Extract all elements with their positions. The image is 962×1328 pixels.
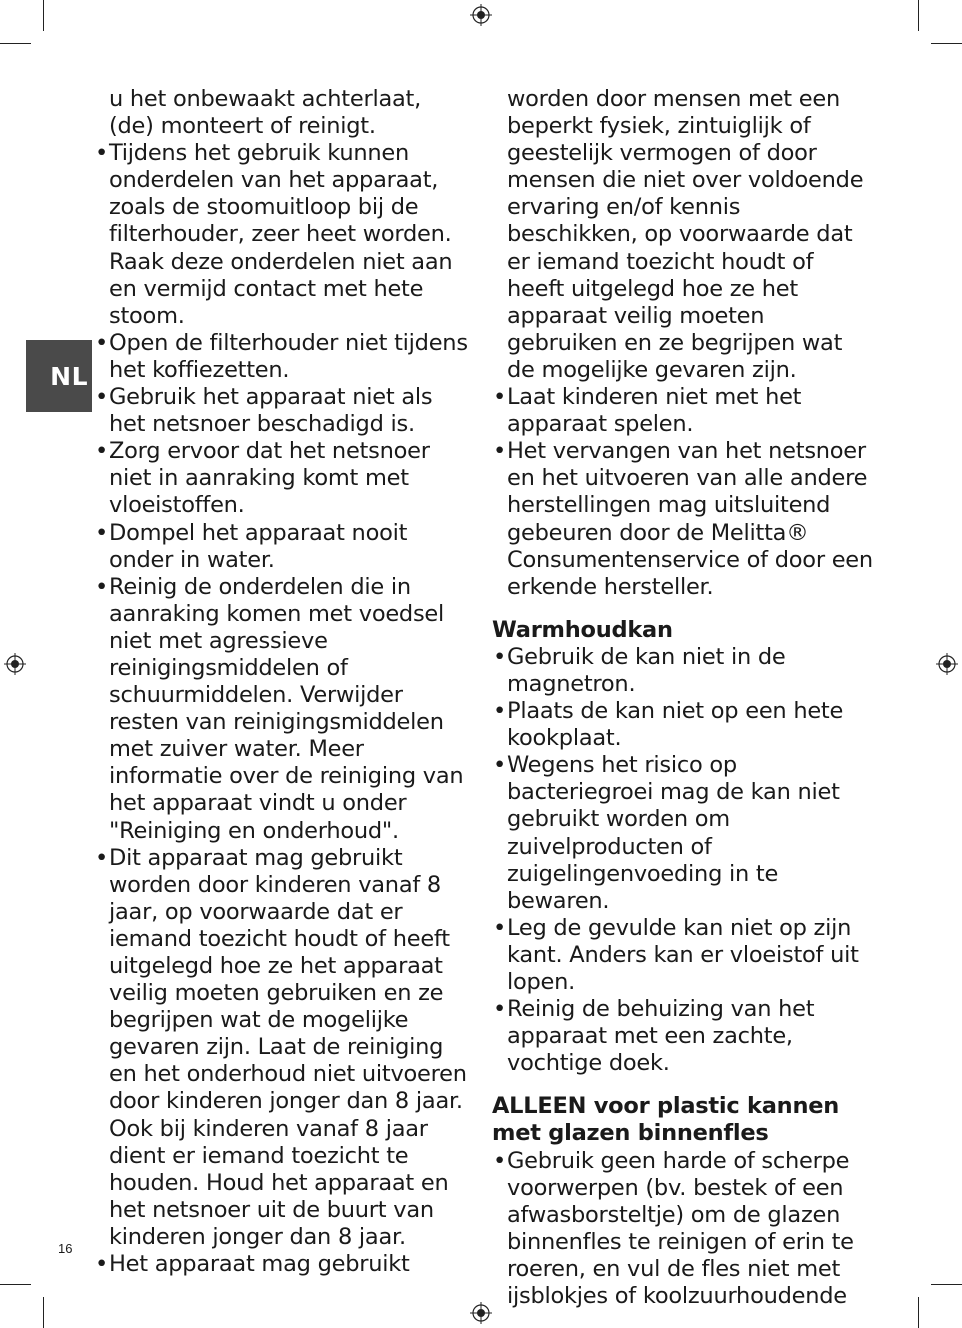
crop-mark [931,43,962,44]
bullet-icon: • [493,752,507,779]
left-column [94,86,472,1278]
safety-list [94,140,472,1278]
section-heading-plastic: ALLEEN voor plastic kannen met glazen binnenfles [492,1093,839,1147]
registration-mark-icon [4,653,26,675]
list-item [94,574,472,845]
list-item [94,140,472,330]
crop-mark [918,0,919,31]
list-item [94,845,472,1251]
registration-mark-icon [936,653,958,675]
bullet-icon: • [95,329,109,356]
plastic-list [492,1148,874,1311]
list-item [492,698,874,752]
crop-mark [0,43,31,44]
list-item-text: Gebruik geen harde of scherpe voorwerpen (bv. bestek of een afwasborsteltje) om de glazen binnenfles te reinigen of erin te roeren, en vul de fles niet met ijsblokjes of koolzuurhoudende [507,1147,854,1310]
crop-mark [931,1284,962,1285]
bullet-icon: • [493,1147,507,1174]
continuation-text: u het onbewaakt achterlaat, (de) monteert of reinigt. [109,86,422,140]
list-item [94,520,472,574]
list-item-text: Laat kinderen niet met het apparaat spelen. [507,384,802,438]
list-item [94,438,472,519]
list-item [94,330,472,384]
bullet-icon: • [493,996,507,1023]
registration-mark-icon [470,4,492,26]
bullet-icon: • [95,1251,109,1278]
crop-mark [43,0,44,31]
list-item-text: Gebruik het apparaat niet als het netsnoer beschadigd is. [109,384,433,438]
crop-mark [43,1297,44,1328]
list-item-text: Open de filterhouder niet tijdens het koffiezetten. [109,329,468,383]
bullet-icon: • [95,438,109,465]
list-item-text: Dompel het apparaat nooit onder in water. [109,519,408,573]
list-item-text: Zorg ervoor dat het netsnoer niet in aanraking komt met vloeistoffen. [109,438,430,519]
bullet-icon: • [95,844,109,871]
list-item-text: Het apparaat mag gebruikt [109,1251,410,1278]
bullet-icon: • [95,519,109,546]
list-item-text: Tijdens het gebruik kunnen onderdelen van het apparaat, zoals de stoomuitloop bij de filterhouder, zeer heet worden. Raak deze onderdelen niet aan en vermijd contact met hete stoom. [109,140,453,329]
safety-list [492,384,874,601]
warmhoudkan-list [492,644,874,1078]
list-item [492,1148,874,1311]
crop-mark [0,1284,31,1285]
list-item-text: Het vervangen van het netsnoer en het uitvoeren van alle andere herstellingen mag uitsluitend gebeuren door de Melitta® Consumentenservice of door een erkende hersteller. [507,438,873,600]
page-number: 16 [58,1241,73,1256]
list-item [492,438,874,601]
list-item [492,752,874,915]
list-item-text: Wegens het risico op bacteriegroei mag de kan niet gebruikt worden om zuivelproducten of zuigelingenvoeding in te bewaren. [507,752,840,914]
bullet-icon: • [493,643,507,670]
bullet-icon: • [493,384,507,411]
crop-mark [918,1297,919,1328]
bullet-icon: • [95,573,109,600]
list-item-text: Dit apparaat mag gebruikt worden door kinderen vanaf 8 jaar, op voorwaarde dat er iemand toezicht houdt of heeft uitgelegd hoe ze het apparaat veilig moeten gebruiken en ze begrijpen wat de mogelijke gevaren zijn. Laat de reiniging en het onderhoud niet uitvoeren door kinderen jonger dan 8 jaar. Ook bij kinderen vanaf 8 jaar dient er iemand toezicht te houden. Houd het apparaat en het netsnoer uit de buurt van kinderen jonger dan 8 jaar. [109,844,467,1250]
language-tab: NL [26,340,92,412]
list-item [492,384,874,438]
registration-mark-icon [470,1302,492,1324]
bullet-icon: • [95,384,109,411]
list-item [94,1251,472,1278]
right-column [492,86,874,1310]
list-item [94,384,472,438]
list-item-text: Reinig de onderdelen die in aanraking komen met voedsel niet met agressieve reinigingsmiddelen of schuurmiddelen. Verwijder resten van reinigingsmiddelen met zuiver water. Meer informatie over de reiniging van het apparaat vindt u onder "Reiniging en onderhoud". [109,573,464,844]
continuation-text: worden door mensen met een beperkt fysiek, zintuiglijk of geestelijk vermogen of door mensen die niet over voldoende ervaring en/of kennis beschikken, op voorwaarde dat er iemand toezicht houdt of heeft uitgelegd hoe ze het apparaat veilig moeten gebruiken en ze begrijpen wat de mogelijke gevaren zijn. [507,86,864,383]
list-item [492,996,874,1077]
bullet-icon: • [493,438,507,465]
bullet-icon: • [95,140,109,167]
list-item-text: Leg de gevulde kan niet op zijn kant. Anders kan er vloeistof uit lopen. [507,914,859,995]
list-item [492,644,874,698]
section-heading-warmhoudkan: Warmhoudkan [492,616,673,643]
list-item-text: Gebruik de kan niet in de magnetron. [507,643,786,697]
list-item [492,915,874,996]
list-item-text: Plaats de kan niet op een hete kookplaat. [507,698,844,752]
bullet-icon: • [493,698,507,725]
bullet-icon: • [493,914,507,941]
list-item-text: Reinig de behuizing van het apparaat met een zachte, vochtige doek. [507,996,815,1077]
